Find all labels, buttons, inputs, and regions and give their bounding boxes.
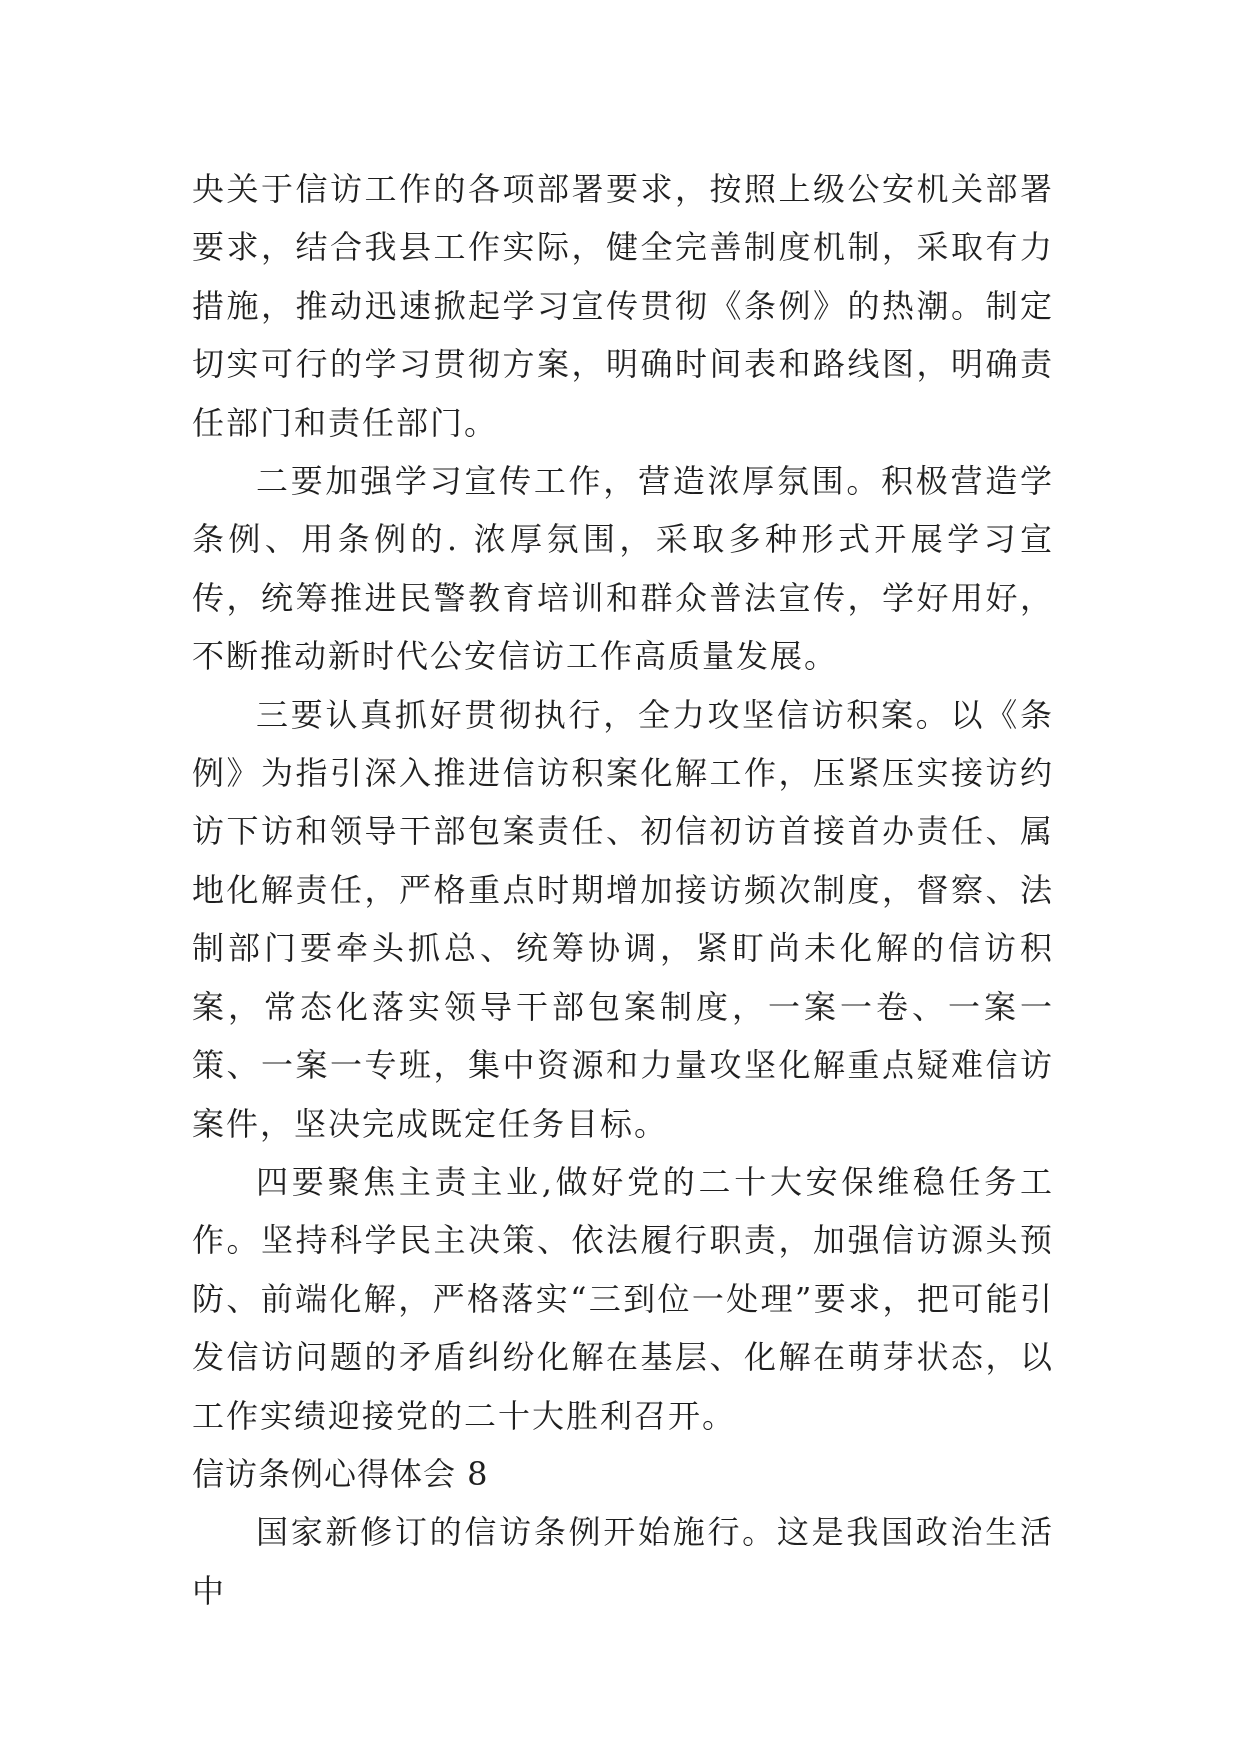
section-heading: 信访条例心得体会 8 [192,1454,489,1493]
document-body [192,160,1054,1620]
paragraph-fourth-requirement: 四要聚焦主责主业,做好党的二十大安保维稳任务工作。坚持科学民主决策、依法履行职责，加强信访源头预防、前端化解，严格落实“三到位一处理”要求，把可能引发信访问题的矛盾纠纷化解在基层、化解在萌芽状态，以工作实绩迎接党的二十大胜利召开。 [192,1162,1054,1435]
paragraph-second-requirement: 二要加强学习宣传工作，营造浓厚氛围。积极营造学条例、用条例的. 浓厚氛围，采取多种形式开展学习宣传，统筹推进民警教育培训和群众普法宣传，学好用好，不断推动新时代公安信访工作高质量发展。 [192,462,1054,676]
paragraph-third-requirement: 三要认真抓好贯彻执行，全力攻坚信访积案。以《条例》为指引深入推进信访积案化解工作，压紧压实接访约访下访和领导干部包案责任、初信初访首接首办责任、属地化解责任，严格重点时期增加接访频次制度，督察、法制部门要牵头抓总、统筹协调，紧盯尚未化解的信访积案，常态化落实领导干部包案制度，一案一卷、一案一策、一案一专班，集中资源和力量攻坚化解重点疑难信访案件，坚决完成既定任务目标。 [192,695,1054,1143]
paragraph-continuation: 央关于信访工作的各项部署要求，按照上级公安机关部署要求，结合我县工作实际，健全完善制度机制，采取有力措施，推动迅速掀起学习宣传贯彻《条例》的热潮。制定切实可行的学习贯彻方案，明确时间表和路线图，明确责任部门和责任部门。 [192,170,1054,442]
paragraph-section-intro: 国家新修订的信访条例开始施行。这是我国政治生活中 [192,1513,1054,1610]
